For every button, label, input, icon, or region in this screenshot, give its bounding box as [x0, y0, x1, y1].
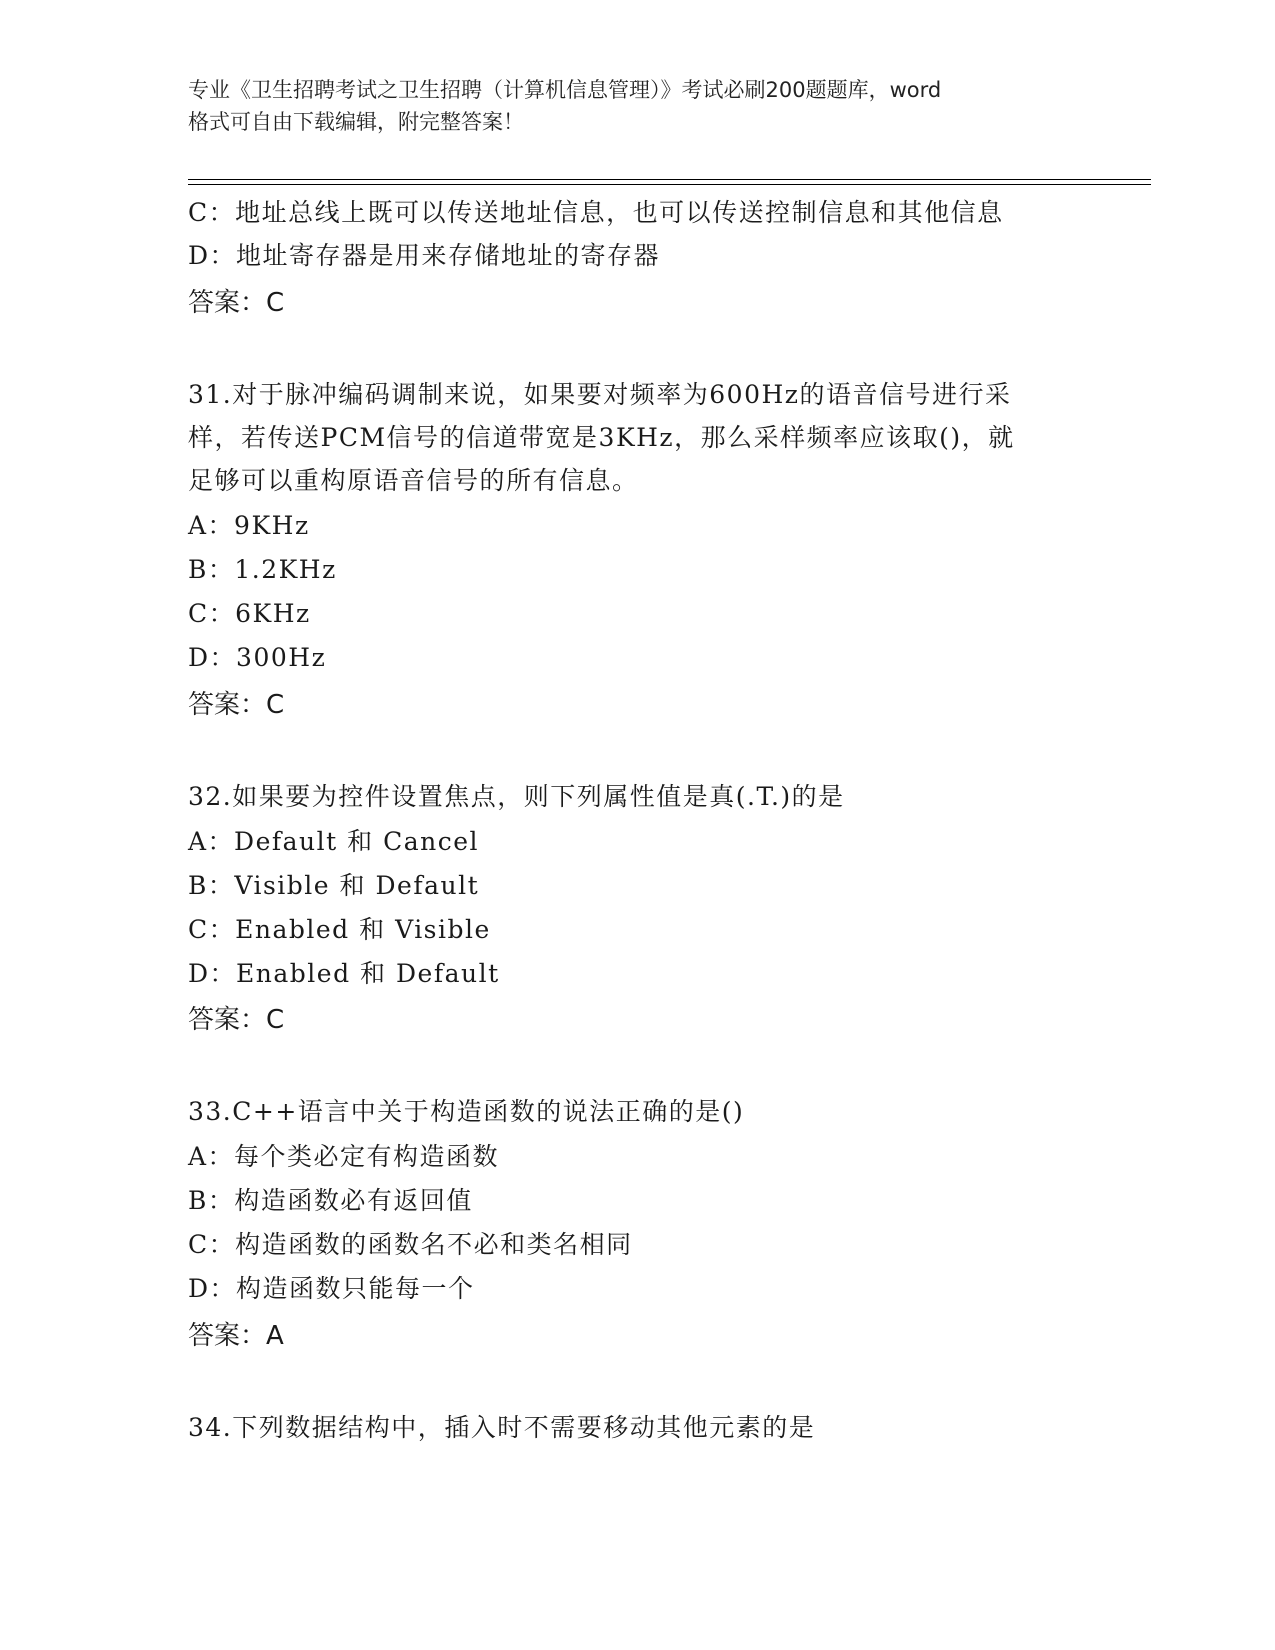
q32-stem: 32.如果要为控件设置焦点，则下列属性值是真(.T.)的是	[188, 782, 845, 811]
prev-answer: 答案：C	[188, 288, 285, 318]
prev-option-d: D：地址寄存器是用来存储地址的寄存器	[188, 241, 661, 270]
q32-option-c: C：Enabled 和 Visible	[188, 915, 491, 944]
q31-answer: 答案：C	[188, 690, 285, 720]
prev-option-c: C：地址总线上既可以传送地址信息，也可以传送控制信息和其他信息	[188, 198, 1004, 227]
header-divider-bottom	[188, 184, 1151, 185]
q31-stem-line-2: 样，若传送PCM信号的信道带宽是3KHz，那么采样频率应该取()，就	[188, 423, 1015, 452]
q31-option-c: C：6KHz	[188, 599, 311, 628]
q33-option-c: C：构造函数的函数名不必和类名相同	[188, 1230, 633, 1259]
q34-stem: 34.下列数据结构中，插入时不需要移动其他元素的是	[188, 1413, 816, 1442]
header-line-2: 格式可自由下载编辑，附完整答案！	[188, 110, 524, 134]
q31-option-b: B：1.2KHz	[188, 555, 337, 584]
header-divider-top	[188, 179, 1151, 180]
q31-stem-line-1: 31.对于脉冲编码调制来说，如果要对频率为600Hz的语音信号进行采	[188, 380, 1012, 409]
q33-answer: 答案：A	[188, 1321, 284, 1351]
q31-option-a: A：9KHz	[188, 511, 310, 540]
header-line-1: 专业《卫生招聘考试之卫生招聘（计算机信息管理）》考试必刷200题题库，word	[188, 78, 942, 102]
q32-option-b: B：Visible 和 Default	[188, 871, 480, 900]
q33-stem: 33.C++语言中关于构造函数的说法正确的是()	[188, 1097, 745, 1126]
q32-answer: 答案：C	[188, 1005, 285, 1035]
q33-option-a: A：每个类必定有构造函数	[188, 1142, 500, 1171]
q32-option-d: D：Enabled 和 Default	[188, 959, 500, 988]
q33-option-d: D：构造函数只能每一个	[188, 1274, 475, 1303]
q31-option-d: D：300Hz	[188, 643, 327, 672]
q31-stem-line-3: 足够可以重构原语音信号的所有信息。	[188, 466, 639, 495]
document-header	[188, 74, 1088, 138]
q33-option-b: B：构造函数必有返回值	[188, 1186, 473, 1215]
q32-option-a: A：Default 和 Cancel	[188, 827, 480, 856]
